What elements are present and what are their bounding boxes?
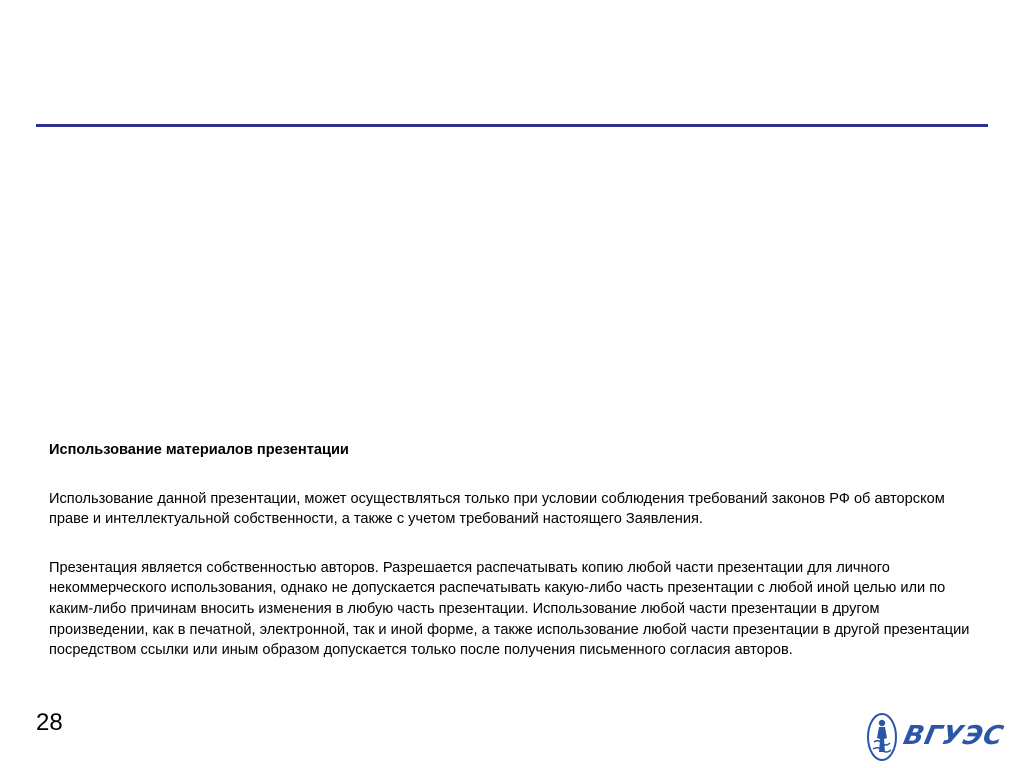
notice-paragraph-2: Презентация является собственностью авторов. Разрешается распечатывать копию любой части презентации для личного некоммерческого использования, однако не допускается распечатывать какую-либо часть презентации с любой иной целью или по каким-либо причинам вносить изменения в любую часть презентации. Использование любой части презентации в другом произведении, как в печатной, электронной, так и иной форме, а также использование любой части презентации в другой презентации посредством ссылки или иным образом допускается только после получения письменного согласия авторов.	[49, 559, 970, 659]
usage-notice	[49, 440, 979, 689]
logo-text: ВГУЭС	[900, 721, 1007, 751]
university-emblem-icon	[866, 712, 898, 762]
header-divider	[36, 124, 988, 127]
notice-paragraph-1: Использование данной презентации, может осуществляться только при условии соблюдения требований законов РФ об авторском праве и интеллектуальной собственности, а также с учетом требований настоящего Заявления.	[49, 490, 945, 528]
notice-heading: Использование материалов презентации	[49, 442, 349, 458]
page-number: 28	[36, 709, 63, 736]
university-logo	[866, 712, 1007, 762]
